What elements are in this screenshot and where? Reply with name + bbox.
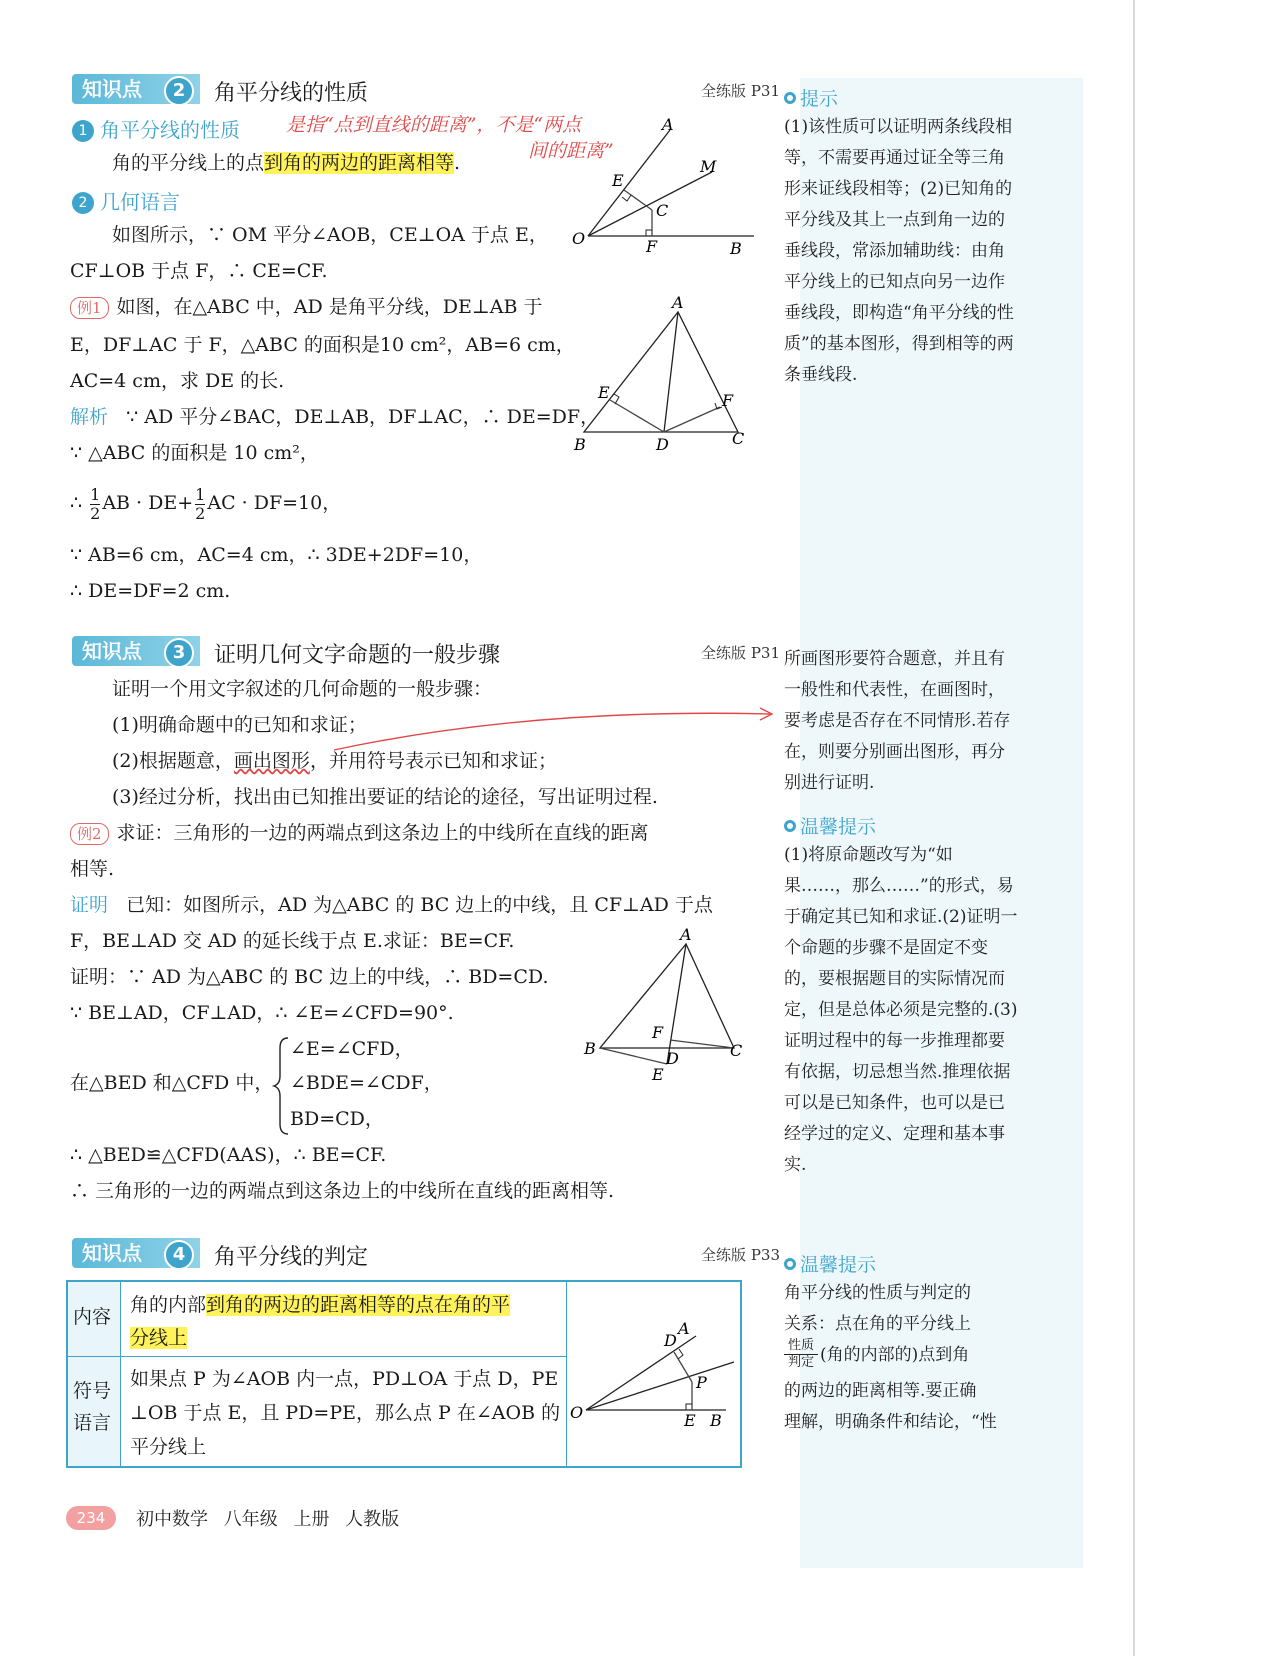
kp3-reference: 全练版 P31: [701, 644, 780, 662]
kp3-step-3: (3)经过分析，找出由已知推出要证的结论的途径，写出证明过程.: [112, 786, 658, 808]
warm-tip-bullet-icon-2: [784, 1258, 796, 1270]
kp4-reference: 全练版 P33: [701, 1246, 780, 1264]
footer-book-info: 初中数学 八年级 上册 人教版: [136, 1509, 400, 1530]
fig1-label-O: O: [572, 229, 586, 248]
proof-line-3: 证明：∵ AD 为△ABC 的 BC 边上的中线，∴ BD=CD.: [70, 966, 549, 988]
kp2-red-note-1: 是指“点到直线的距离”，不是“两点: [286, 114, 582, 136]
kp2-property-highlight: 到角的两边的距离相等: [264, 152, 455, 174]
kp4-row-divider: [68, 1356, 566, 1357]
proof-line-7: ∴ 三角形的一边的两端点到这条边上的中线所在直线的距离相等.: [70, 1180, 615, 1202]
kp4-row1-highlight-2: 分线上: [130, 1327, 188, 1349]
fig3-label-C: C: [730, 1041, 743, 1060]
figure-triangle-abc-bisector: [566, 294, 756, 464]
example-1-line-2: E，DF⊥AC 于 F，△ABC 的面积是10 cm²，AB=6 cm，: [70, 334, 575, 356]
kp2-header: [72, 74, 784, 106]
kp4-row1-head: 内容: [73, 1306, 112, 1328]
kp2-subtitle-1: 1 角平分线的性质: [72, 114, 240, 143]
fig1-label-C: C: [656, 201, 669, 220]
solution-line-3: ∴ $\frac{1}{2}$ AB · DE+ $\frac{1}{2}$ AC · DF=10，: [70, 484, 342, 523]
fig4-label-P: P: [696, 1373, 707, 1392]
kp2-title: 角平分线的性质: [214, 81, 369, 106]
fig1-label-A: A: [662, 115, 674, 134]
fraction-half-2: $\frac{1}{2}$: [195, 484, 206, 523]
kp4-number: 4: [164, 1240, 194, 1270]
fig4-label-E: E: [684, 1411, 696, 1428]
proof-line-4: ∵ BE⊥AD，CF⊥AD，∴ ∠E=∠CFD=90°.: [70, 1002, 454, 1024]
solution-line-1: 解析 ∵ AD 平分∠BAC，DE⊥AB，DF⊥AC，∴ DE=DF，: [70, 406, 600, 428]
kp2-number: 2: [164, 76, 194, 106]
kp4-row2-line-1: 如果点 P 为∠AOB 内一点，PD⊥OA 于点 D，PE: [130, 1368, 559, 1390]
fig2-label-E: E: [598, 383, 610, 402]
warm-tip-bullet-icon: [784, 820, 796, 832]
brace-icon: [272, 1036, 290, 1136]
fig3-label-E: E: [652, 1065, 664, 1084]
fig4-label-B: B: [710, 1411, 722, 1428]
sidebar-warm-tip-text-2: 角平分线的性质与判定的 关系：点在角的平分线上 性质 判定 (角的内部的)点到角 的两边的距离相等.要正确 理解，明确条件和结论，“性: [784, 1283, 997, 1432]
kp3-step-2: (2)根据题意，画出图形，并用符号表示已知和求证；: [112, 750, 557, 772]
kp2-subtitle-2: 2 几何语言: [72, 186, 180, 215]
fig3-label-F: F: [652, 1023, 664, 1042]
kp4-row2-head-2: 语言: [73, 1412, 112, 1434]
proof-system-lead: 在△BED 和△CFD 中，: [70, 1072, 274, 1094]
proof-system-2: ∠BDE=∠CDF，: [290, 1072, 443, 1094]
fig2-label-B: B: [574, 435, 586, 454]
kp3-number: 3: [164, 638, 194, 668]
fig2-label-A: A: [672, 294, 684, 312]
kp3-title: 证明几何文字命题的一般步骤: [214, 643, 501, 668]
fraction-half-1: $\frac{1}{2}$: [90, 484, 101, 523]
example-2-line-1: 例2 求证：三角形的一边的两端点到这条边上的中线所在直线的距离: [70, 820, 649, 846]
sidebar-warm-tip-heading-2: 温馨提示: [784, 1250, 876, 1277]
example-1-line-3: AC=4 cm，求 DE 的长.: [70, 370, 285, 392]
kp4-row1-line-1: 角的内部到角的两边的距离相等的点在角的平: [130, 1294, 511, 1316]
solution-tag: 解析: [70, 406, 109, 428]
kp3-step-1: (1)明确命题中的已知和求证；: [112, 714, 367, 736]
fig1-label-B: B: [730, 239, 742, 258]
proof-tag: 证明: [70, 894, 109, 916]
kp2-property: 角的平分线上的点到角的两边的距离相等.: [112, 152, 461, 174]
sidebar-tip-text: (1)该性质可以证明两条线段相等，不需要再通过证全等三角形来证线段相等；(2)已知角的平分线及其上一点到角一边的垂线段，常添加辅助线：由角平分线上的已知点向另一边作垂线段，即构造“角平分线的性质”的基本图形，得到相等的两条垂线段.: [784, 117, 1014, 385]
proof-line-6: ∴ △BED≌△CFD(AAS)，∴ BE=CF.: [70, 1144, 387, 1166]
fig1-label-M: M: [700, 157, 717, 176]
kp4-row1-line-2: [130, 1322, 187, 1354]
page-edge: [1133, 0, 1135, 1656]
example-1-tag: 例1: [70, 297, 109, 319]
kp4-title: 角平分线的判定: [214, 1245, 369, 1270]
fig2-label-C: C: [732, 429, 745, 448]
sidebar-drawing-note: 所画图形要符合题意，并且有一般性和代表性，在画图时，要考虑是否存在不同情形.若存在，则要分别画出图形，再分别进行证明.: [784, 649, 1011, 793]
fig3-label-D: D: [666, 1049, 679, 1068]
fig1-label-F: F: [646, 237, 658, 256]
fig4-label-O: O: [570, 1403, 584, 1422]
solution-line-4: ∵ AB=6 cm，AC=4 cm，∴ 3DE+2DF=10，: [70, 544, 483, 566]
sidebar-warm-tip-text-1: (1)将原命题改写为“如果……，那么……”的形式，易于确定其已知和求证.(2)证明一个命题的步骤不是固定不变的，要根据题目的实际情况而定，但是总体必须是完整的.(3)证明过程中的每一步推理都要有依据，切忌想当然.推理依据可以是已知条件，也可以是已经学过的定义、定理和基本事实.: [784, 845, 1018, 1175]
sidebar-warm-tip-heading-1: 温馨提示: [784, 812, 876, 839]
fig2-label-D: D: [656, 435, 669, 454]
kp3-header: [72, 636, 784, 668]
figure-bisector-judgement: [566, 1312, 742, 1428]
fig4-label-A: A: [678, 1319, 690, 1338]
kp4-row1-highlight-1: 到角的两边的距离相等的点在角的平: [206, 1294, 511, 1316]
kp3-step-2-underline: 画出图形: [233, 750, 310, 772]
fig3-label-B: B: [584, 1039, 596, 1058]
kp2-reference: 全练版 P31: [701, 82, 780, 100]
kp2-geo-line-1: 如图所示，∵ OM 平分∠AOB，CE⊥OA 于点 E，: [112, 224, 548, 246]
kp4-row2-head-1: 符号: [73, 1380, 112, 1402]
kp4-tag: 知识点: [72, 1238, 200, 1268]
annotation-arrow-icon: [330, 700, 780, 760]
proof-system-1: ∠E=∠CFD，: [290, 1038, 414, 1060]
example-2-tag: 例2: [70, 823, 109, 845]
kp4-row2-line-2: ⊥OB 于点 E，且 PD=PE，那么点 P 在∠AOB 的: [130, 1402, 561, 1424]
solution-line-2: ∵ △ABC 的面积是 10 cm²，: [70, 442, 319, 464]
kp2-red-note-2: 间的距离”: [528, 140, 614, 162]
kp2-tag: 知识点: [72, 74, 200, 104]
kp3-tag: 知识点: [72, 636, 200, 666]
proof-system-3: BD=CD，: [290, 1108, 384, 1130]
kp2-geo-line-2: CF⊥OB 于点 F，∴ CE=CF.: [70, 260, 328, 282]
tip-bullet-icon: [784, 92, 796, 104]
solution-line-5: ∴ DE=DF=2 cm.: [70, 580, 231, 602]
figure-angle-bisector: [560, 108, 760, 258]
figure-triangle-median: [576, 924, 756, 1084]
kp4-header: [72, 1238, 784, 1270]
fig1-label-E: E: [612, 171, 624, 190]
kp3-intro: 证明一个用文字叙述的几何命题的一般步骤：: [112, 678, 493, 700]
property-judgement-arrow: 性质 判定: [784, 1338, 818, 1371]
example-2-line-2: 相等.: [70, 858, 115, 880]
fig3-label-A: A: [680, 925, 692, 944]
fig2-label-F: F: [722, 391, 734, 410]
fig4-label-D: D: [664, 1331, 677, 1350]
proof-line-2: F，BE⊥AD 交 AD 的延长线于点 E.求证：BE=CF.: [70, 930, 515, 952]
example-1-line-1: 例1 如图，在△ABC 中，AD 是角平分线，DE⊥AB 于: [70, 294, 542, 320]
page-number: 234: [66, 1506, 116, 1530]
kp4-row2-line-3: 平分线上: [130, 1436, 207, 1458]
proof-line-1: 证明 已知：如图所示，AD 为△ABC 的 BC 边上的中线，且 CF⊥AD 于点: [70, 894, 713, 916]
sidebar-tip-heading: 提示: [784, 84, 838, 111]
